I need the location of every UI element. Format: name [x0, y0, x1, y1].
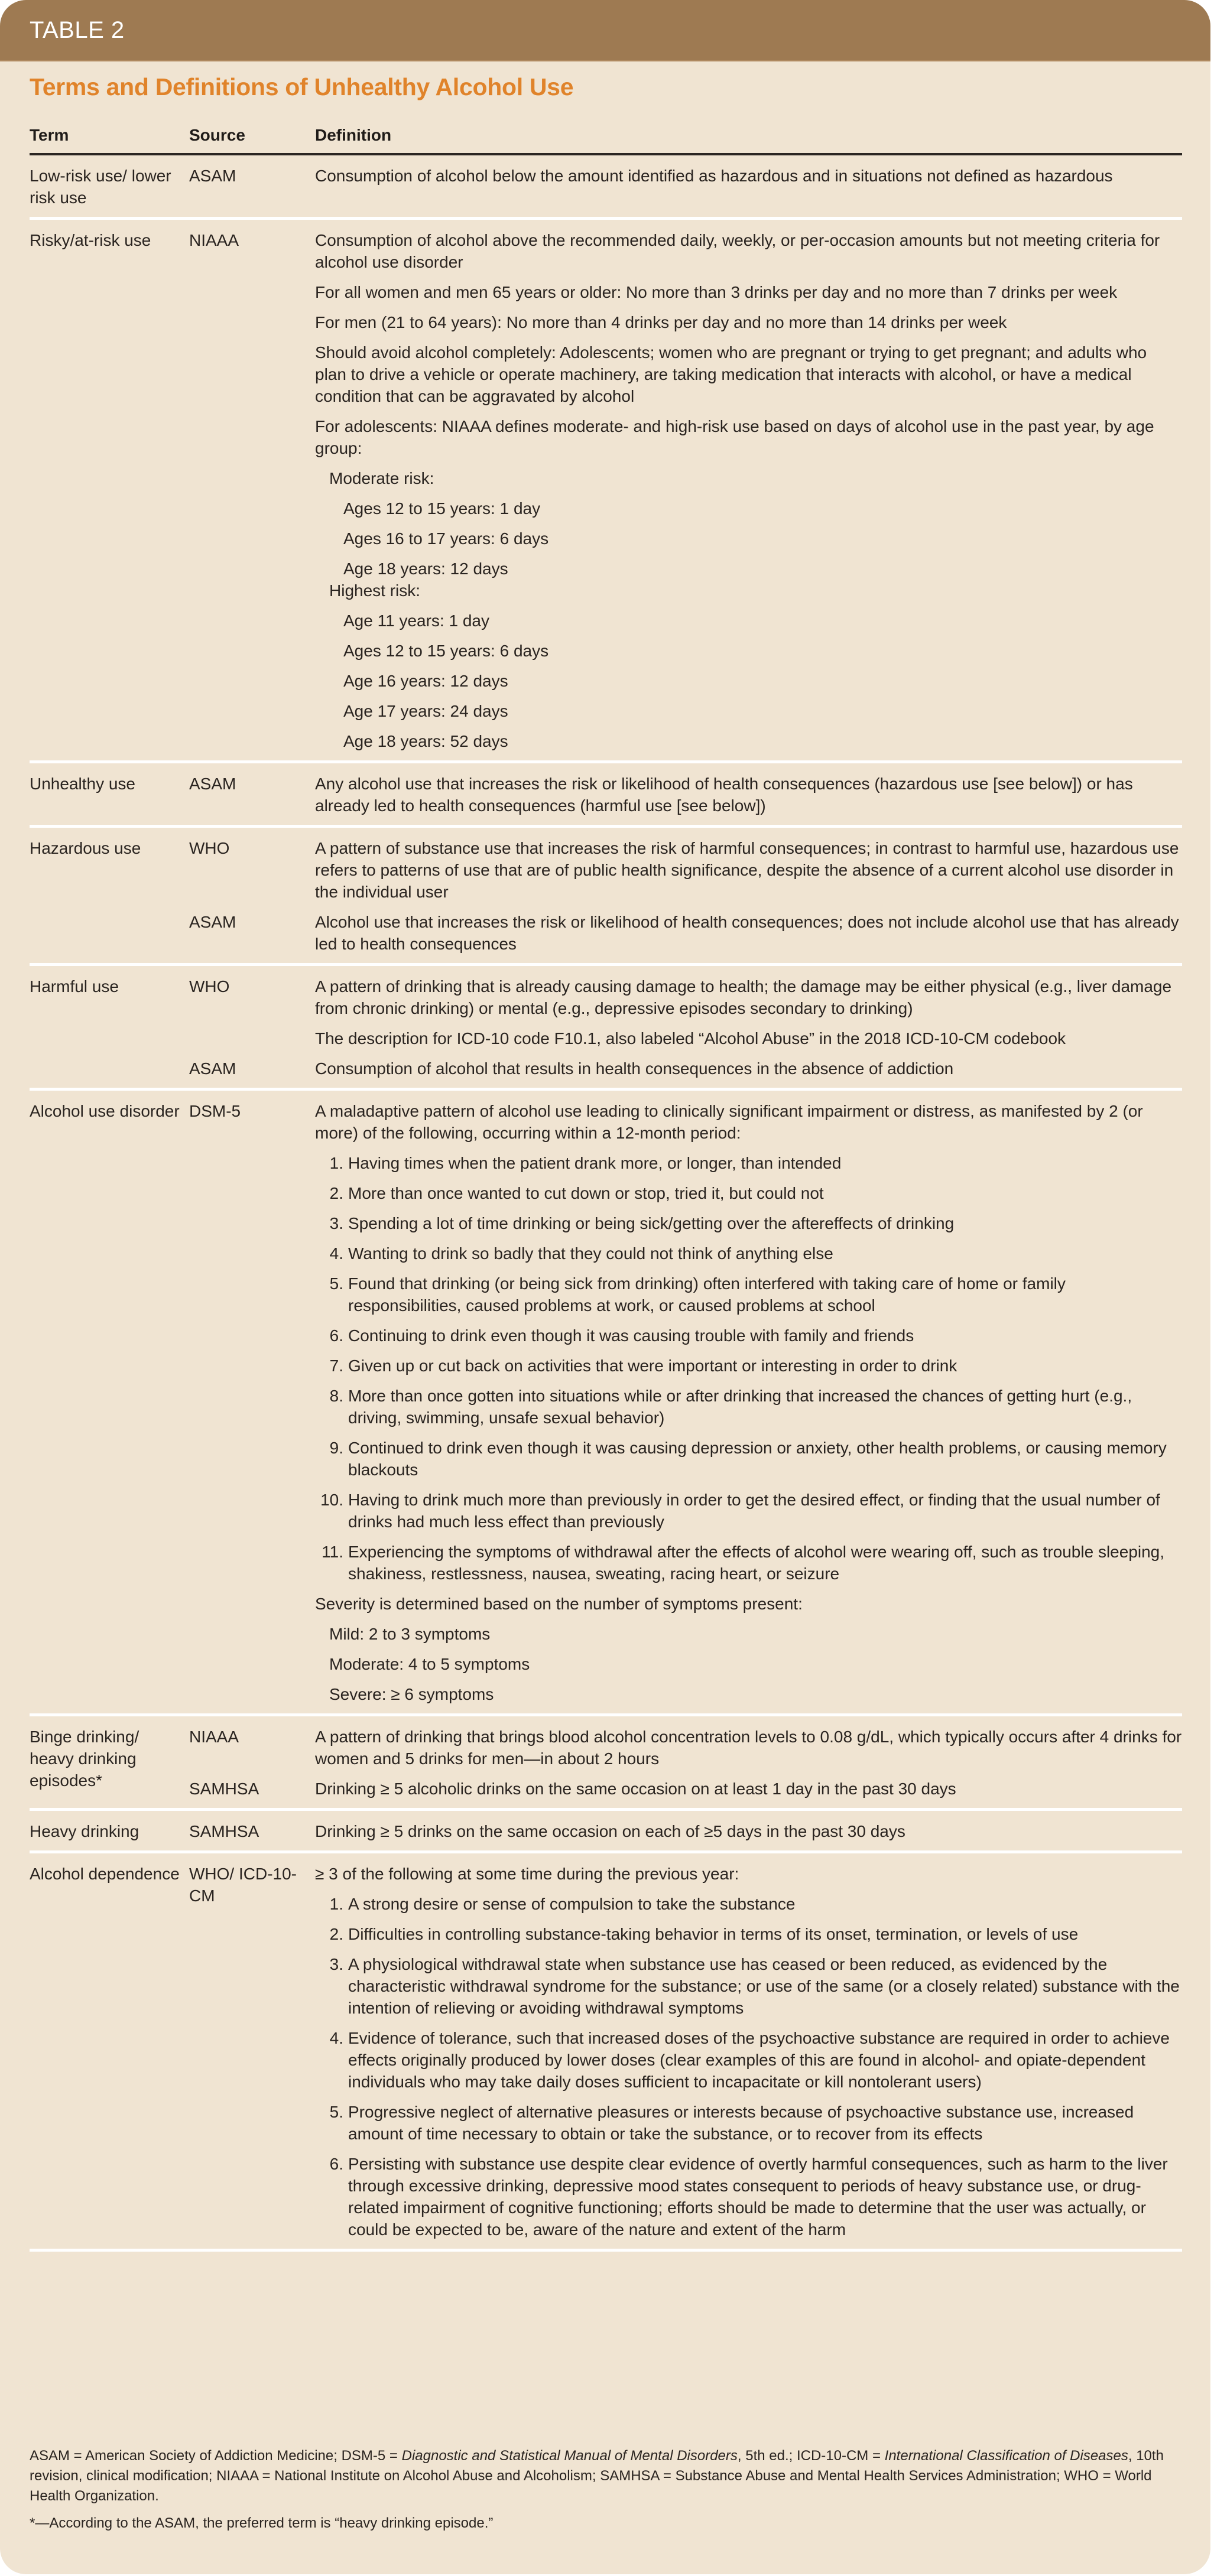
source-cell: SAMHSA — [189, 1822, 259, 1840]
source-cell: WHO — [189, 839, 230, 857]
italic-title-segment: International Classification of Diseases — [884, 2448, 1128, 2464]
table-row — [30, 220, 1182, 763]
column-header-term: Term — [30, 125, 69, 144]
definition-paragraph: Should avoid alcohol completely: Adolescents; women who are pregnant or trying to get pregnant; and adults who plan to drive a vehicle or operate machinery, are taking medication that interacts with alcohol, or have a medical condition that can be aggravated by alcohol — [315, 343, 1147, 405]
source-entry — [189, 1863, 1182, 2240]
criteria-number: 11. — [322, 1543, 343, 1561]
criteria-item — [315, 1489, 1182, 1533]
definition-cell — [315, 1058, 1182, 1079]
age-group-item: Age 18 years: 52 days — [343, 732, 508, 750]
criteria-number: 7. — [329, 1357, 343, 1375]
term-cell: Unhealthy use — [30, 775, 136, 793]
definition-cell — [315, 1726, 1182, 1770]
table-row — [30, 763, 1182, 828]
age-group-item: Age 17 years: 24 days — [343, 702, 508, 720]
criteria-number: 3. — [329, 1955, 343, 1973]
definition-cell — [315, 1820, 1182, 1842]
definition-cell — [315, 773, 1182, 817]
definition-paragraph: Drinking ≥ 5 alcoholic drinks on the same occasion on at least 1 day in the past 30 days — [315, 1780, 956, 1798]
source-cell: SAMHSA — [189, 1780, 259, 1798]
criteria-item — [315, 2027, 1182, 2093]
italic-title-segment: Diagnostic and Statistical Manual of Mental Disorders — [401, 2448, 738, 2464]
column-header-source: Source — [189, 125, 245, 144]
source-entry — [189, 1726, 1182, 1770]
term-cell: Harmful use — [30, 977, 119, 996]
criteria-item — [315, 2153, 1182, 2240]
source-definition-group — [189, 1863, 1182, 2240]
source-definition-group — [189, 773, 1182, 817]
table-number-label: TABLE 2 — [30, 17, 125, 43]
table-row — [30, 1091, 1182, 1716]
definition-cell — [315, 1100, 1182, 1705]
criteria-item — [315, 1893, 1182, 1915]
table-row — [30, 828, 1182, 966]
source-cell: NIAAA — [189, 1728, 239, 1746]
source-entry — [189, 773, 1182, 817]
source-entry — [189, 229, 1182, 752]
source-definition-group — [189, 229, 1182, 752]
age-group-item: Ages 12 to 15 years: 1 day — [343, 499, 541, 518]
criteria-text: Continuing to drink even though it was causing trouble with family and friends — [348, 1326, 914, 1345]
definition-paragraph: The description for ICD-10 code F10.1, also labeled “Alcohol Abuse” in the 2018 ICD-10-CM codebook — [315, 1029, 1066, 1048]
severity-item: Severe: ≥ 6 symptoms — [329, 1685, 494, 1703]
criteria-number: 6. — [329, 2155, 343, 2173]
definition-paragraph: Consumption of alcohol that results in health consequences in the absence of addiction — [315, 1059, 954, 1078]
criteria-number: 3. — [329, 1214, 343, 1232]
table-header-bar — [0, 0, 1210, 61]
source-definition-group — [189, 165, 1182, 209]
criteria-text: A physiological withdrawal state when substance use has ceased or been reduced, as evidenced by the characteristic withdrawal syndrome for the substance; or use of the same (or a closely related) substance with the intention of relieving or avoiding withdrawal symptoms — [348, 1955, 1180, 2017]
term-cell: Risky/at-risk use — [30, 231, 151, 249]
footnote-segment: ASAM = American Society of Addiction Medicine; DSM-5 = — [30, 2448, 402, 2464]
source-entry — [189, 1058, 1182, 1079]
criteria-text: Having times when the patient drank more, or longer, than intended — [348, 1154, 842, 1172]
source-definition-group — [189, 1820, 1182, 1842]
source-entry — [189, 975, 1182, 1049]
definition-cell — [315, 1778, 1182, 1800]
criteria-number: 6. — [329, 1326, 343, 1345]
table-row — [30, 1811, 1182, 1853]
criteria-number: 1. — [329, 1154, 343, 1172]
criteria-item — [315, 2101, 1182, 2145]
criteria-number: 5. — [329, 2103, 343, 2121]
criteria-text: Spending a lot of time drinking or being sick/getting over the aftereffects of drinking — [348, 1214, 955, 1232]
source-entry — [189, 1820, 1182, 1842]
criteria-item — [315, 1243, 1182, 1264]
definition-paragraph: A pattern of substance use that increases the risk of harmful consequences; in contrast to harmful use, hazardous use refers to patterns of use that are of public health significance, despite the absence of a current alcohol use disorder in the individual user — [315, 839, 1179, 901]
source-entry — [189, 911, 1182, 955]
criteria-item — [315, 1437, 1182, 1481]
age-group-label: Moderate risk: — [329, 469, 434, 487]
criteria-number: 4. — [329, 2029, 343, 2047]
term-cell: Low-risk use/ lower risk use — [30, 167, 171, 207]
footnote-segment: , 5th ed.; ICD-10-CM = — [737, 2448, 885, 2464]
source-definition-group — [189, 837, 1182, 955]
source-cell: NIAAA — [189, 231, 239, 249]
criteria-number: 9. — [329, 1439, 343, 1457]
definition-cell — [315, 1863, 1182, 2240]
term-cell: Heavy drinking — [30, 1822, 139, 1840]
term-cell: Alcohol use disorder — [30, 1102, 180, 1120]
criteria-number: 2. — [329, 1184, 343, 1202]
table-title: Terms and Definitions of Unhealthy Alcohol Use — [30, 73, 574, 100]
criteria-item — [315, 1212, 1182, 1234]
term-cell: Alcohol dependence — [30, 1865, 180, 1883]
criteria-number: 5. — [329, 1274, 343, 1293]
table-row — [30, 1853, 1182, 2252]
definition-paragraph: For all women and men 65 years or older: No more than 3 drinks per day and no more than 7 drinks per week — [315, 283, 1118, 301]
definition-cell — [315, 975, 1182, 1049]
severity-item: Moderate: 4 to 5 symptoms — [329, 1655, 530, 1673]
criteria-text: Persisting with substance use despite clear evidence of overtly harmful consequences, such as harm to the liver through excessive drinking, depressive mood states consequent to periods of heavy substance use, or drug-related impairment of cognitive functioning; efforts should be made to determine that the user was actually, or could be expected to be, aware of the nature and extent of the harm — [348, 2155, 1168, 2239]
table-row — [30, 1716, 1182, 1811]
criteria-text: Found that drinking (or being sick from drinking) often interfered with taking care of home or family responsibilities, caused problems at work, or caused problems at school — [348, 1274, 1066, 1315]
source-cell: ASAM — [189, 167, 236, 185]
source-cell: DSM-5 — [189, 1102, 241, 1120]
criteria-text: More than once gotten into situations while or after drinking that increased the chances of getting hurt (e.g., driving, swimming, unsafe sexual behavior) — [348, 1387, 1132, 1427]
criteria-item — [315, 1273, 1182, 1316]
criteria-intro: ≥ 3 of the following at some time during the previous year: — [315, 1865, 739, 1883]
criteria-item — [315, 1953, 1182, 2019]
source-definition-group — [189, 1100, 1182, 1705]
source-cell: ASAM — [189, 913, 236, 931]
age-group-item: Age 11 years: 1 day — [343, 612, 489, 630]
source-definition-group — [189, 1726, 1182, 1800]
term-cell: Hazardous use — [30, 839, 141, 857]
source-entry — [189, 1778, 1182, 1800]
source-entry — [189, 165, 1182, 187]
criteria-text: Wanting to drink so badly that they could not think of anything else — [348, 1244, 833, 1263]
severity-item: Mild: 2 to 3 symptoms — [329, 1625, 491, 1643]
source-cell: WHO/ ICD-10-CM — [189, 1865, 297, 1905]
criteria-number: 2. — [329, 1925, 343, 1943]
definition-cell — [315, 837, 1182, 903]
source-definition-group — [189, 975, 1182, 1079]
asterisk-footnote: *—According to the ASAM, the preferred term is “heavy drinking episode.” — [30, 2515, 494, 2531]
definition-paragraph: Consumption of alcohol above the recommended daily, weekly, or per-occasion amounts but not meeting criteria for alcohol use disorder — [315, 231, 1160, 271]
definition-paragraph: Alcohol use that increases the risk or likelihood of health consequences; does not include alcohol use that has already led to health consequences — [315, 913, 1179, 953]
table-row — [30, 155, 1182, 220]
definition-paragraph: Drinking ≥ 5 drinks on the same occasion on each of ≥5 days in the past 30 days — [315, 1822, 905, 1840]
definition-paragraph: A pattern of drinking that is already causing damage to health; the damage may be either physical (e.g., liver damage from chronic drinking) or mental (e.g., depressive episodes secondary to drinking) — [315, 977, 1172, 1017]
criteria-number: 10. — [320, 1491, 343, 1509]
source-cell: ASAM — [189, 1059, 236, 1078]
footnote-segment: , 10th revision, clinical modification; NIAAA = National Institute on Alcohol Abuse and Alcoholism; SAMHSA = Substance Abuse and Mental Health Services Administration; WHO = World Health Organization. — [30, 2448, 1164, 2504]
column-header-definition: Definition — [315, 125, 392, 144]
criteria-text: Evidence of tolerance, such that increased doses of the psychoactive substance are required in order to achieve effects originally produced by lower doses (clear examples of this are found in alcohol- and opiate-dependent individuals who may take daily doses sufficient to incapacitate or kill nontolerant users) — [348, 2029, 1170, 2091]
criteria-number: 4. — [329, 1244, 343, 1263]
definition-paragraph: A pattern of drinking that brings blood alcohol concentration levels to 0.08 g/dL, which typically occurs after 4 drinks for women and 5 drinks for men—in about 2 hours — [315, 1728, 1182, 1768]
criteria-text: Experiencing the symptoms of withdrawal after the effects of alcohol were wearing off, such as trouble sleeping, shakiness, restlessness, nausea, sweating, racing heart, or seizure — [348, 1543, 1165, 1583]
age-group-label: Highest risk: — [329, 581, 421, 600]
definition-paragraph: Consumption of alcohol below the amount identified as hazardous and in situations not defined as hazardous — [315, 167, 1113, 185]
definition-paragraph: For adolescents: NIAAA defines moderate- and high-risk use based on days of alcohol use in the past year, by age group: — [315, 417, 1154, 457]
table-body — [30, 155, 1182, 2252]
criteria-item — [315, 1923, 1182, 1945]
source-cell: ASAM — [189, 775, 236, 793]
criteria-item — [315, 1325, 1182, 1346]
criteria-item — [315, 1385, 1182, 1429]
age-group-item: Ages 12 to 15 years: 6 days — [343, 642, 549, 660]
criteria-item — [315, 1355, 1182, 1377]
table-row — [30, 966, 1182, 1091]
criteria-text: Difficulties in controlling substance-taking behavior in terms of its onset, termination, or levels of use — [348, 1925, 1079, 1943]
source-entry — [189, 837, 1182, 903]
criteria-text: Continued to drink even though it was causing depression or anxiety, other health problems, or causing memory blackouts — [348, 1439, 1167, 1479]
definition-paragraph: Any alcohol use that increases the risk or likelihood of health consequences (hazardous use [see below]) or has already led to health consequences (harmful use [see below]) — [315, 775, 1133, 815]
table-footnotes — [30, 2446, 1182, 2533]
criteria-item — [315, 1541, 1182, 1585]
term-cell: Binge drinking/ heavy drinking episodes* — [30, 1728, 139, 1790]
criteria-text: Progressive neglect of alternative pleasures or interests because of psychoactive substance use, increased amount of time necessary to obtain or take the substance, or to recover from its effects — [348, 2103, 1134, 2143]
age-group-item: Ages 16 to 17 years: 6 days — [343, 529, 549, 548]
definitions-table — [30, 118, 1182, 2252]
criteria-text: More than once wanted to cut down or stop, tried it, but could not — [348, 1184, 824, 1202]
source-cell: WHO — [189, 977, 230, 996]
criteria-item — [315, 1152, 1182, 1174]
criteria-item — [315, 1182, 1182, 1204]
abbreviations-footnote — [30, 2446, 1182, 2506]
criteria-text: Given up or cut back on activities that were important or interesting in order to drink — [348, 1357, 957, 1375]
source-entry — [189, 1100, 1182, 1705]
definition-cell — [315, 911, 1182, 955]
definition-cell — [315, 229, 1182, 752]
criteria-intro: A maladaptive pattern of alcohol use leading to clinically significant impairment or distress, as manifested by 2 (or more) of the following, occurring within a 12-month period: — [315, 1102, 1143, 1142]
criteria-number: 8. — [329, 1387, 343, 1405]
definition-paragraph: For men (21 to 64 years): No more than 4 drinks per day and no more than 14 drinks per week — [315, 313, 1007, 331]
definition-cell — [315, 165, 1182, 187]
age-group-item: Age 16 years: 12 days — [343, 672, 508, 690]
criteria-number: 1. — [329, 1895, 343, 1913]
criteria-text: A strong desire or sense of compulsion to take the substance — [348, 1895, 796, 1913]
column-headers — [30, 118, 1182, 151]
criteria-text: Having to drink much more than previously in order to get the desired effect, or finding that the usual number of drinks had much less effect than previously — [348, 1491, 1160, 1531]
severity-intro: Severity is determined based on the number of symptoms present: — [315, 1595, 803, 1613]
age-group-item: Age 18 years: 12 days — [343, 560, 508, 578]
